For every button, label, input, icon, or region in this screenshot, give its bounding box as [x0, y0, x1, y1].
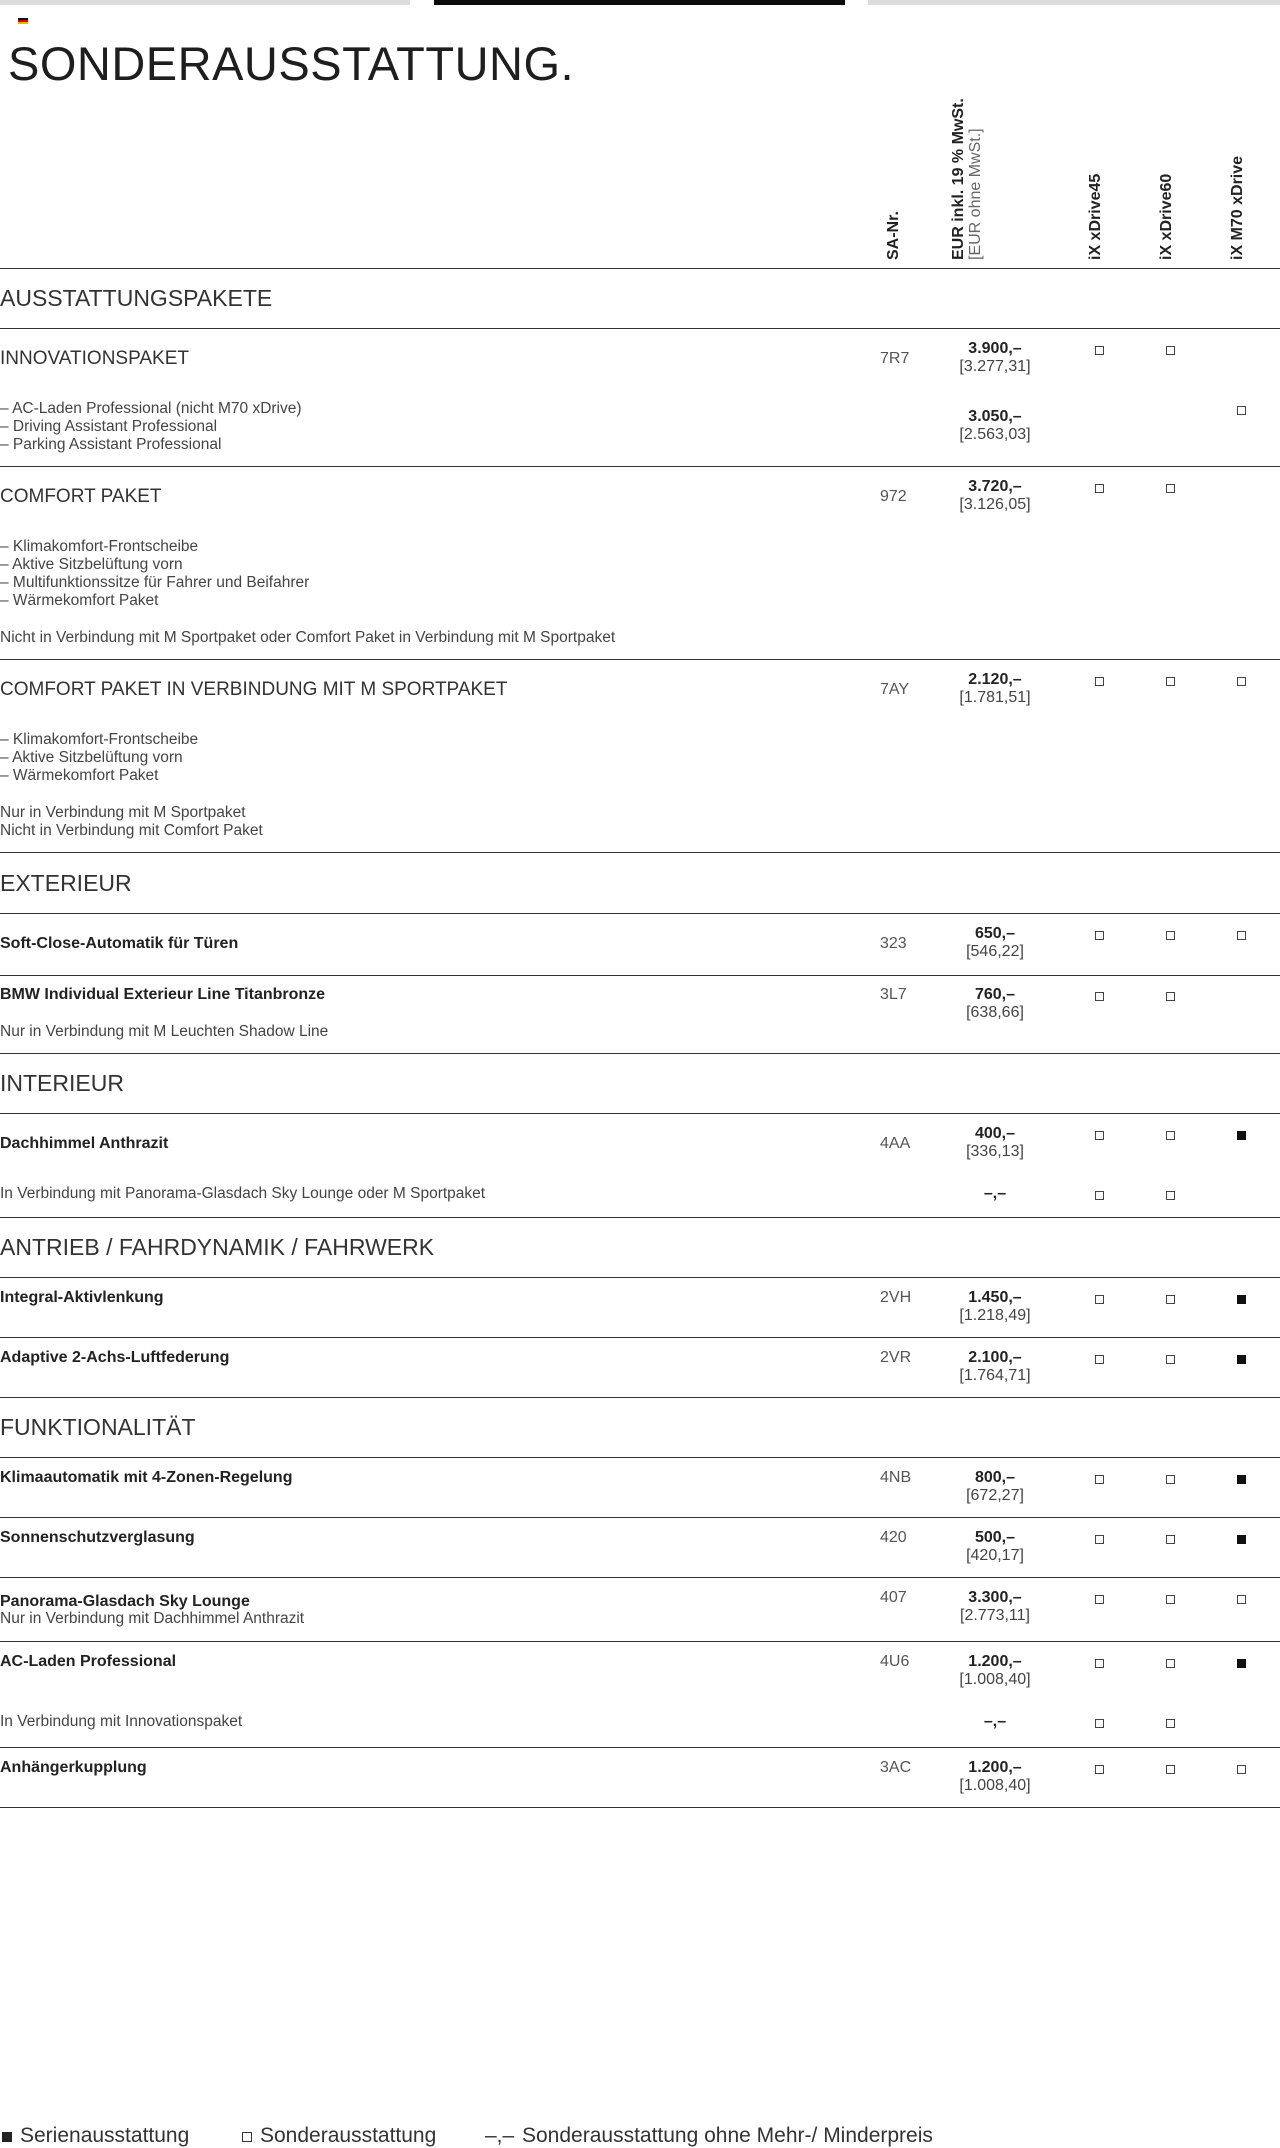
flag-icon: [18, 18, 28, 25]
option-code: 2VH: [880, 1289, 912, 1306]
divider: [0, 268, 1280, 269]
tab-page-3[interactable]: [868, 0, 1280, 5]
divider: [0, 1577, 1280, 1578]
option-code: 407: [880, 1589, 907, 1606]
option-code: 972: [880, 488, 907, 505]
option-code: 7AY: [880, 681, 910, 698]
option-price: 3.050,– [2.563,03]: [959, 408, 1031, 443]
divider: [0, 1113, 1280, 1114]
optional-equipment-icon: [1166, 346, 1175, 355]
option-code: 4U6: [880, 1653, 910, 1670]
package-item: – Parking Assistant Professional: [0, 436, 222, 453]
optional-equipment-icon: [1166, 1355, 1175, 1364]
package-item: – AC-Laden Professional (nicht M70 xDrive): [0, 400, 302, 417]
optional-equipment-icon: [1095, 346, 1104, 355]
option-price: 2.100,– [1.764,71]: [959, 1349, 1031, 1384]
standard-equipment-icon: [1237, 1295, 1246, 1304]
option-note: In Verbindung mit Innovationspaket: [0, 1713, 243, 1730]
standard-equipment-icon: [2, 2132, 12, 2142]
option-name: Anhängerkupplung: [0, 1759, 147, 1776]
option-code: 323: [880, 935, 907, 952]
optional-equipment-icon: [1095, 931, 1104, 940]
package-item: – Aktive Sitzbelüftung vorn: [0, 556, 183, 573]
option-price: 400,– [336,13]: [966, 1125, 1024, 1160]
divider: [0, 466, 1280, 467]
legend-noprice-symbol: –,–: [485, 2124, 515, 2147]
legend-optional: Sonderausstattung: [260, 2124, 437, 2147]
optional-equipment-icon: [1166, 931, 1175, 940]
option-code: 7R7: [880, 350, 910, 367]
standard-equipment-icon: [1237, 1659, 1246, 1668]
optional-equipment-icon: [1166, 1595, 1175, 1604]
optional-equipment-icon: [1095, 992, 1104, 1001]
column-header-model-3: iX M70 xDrive: [1229, 155, 1246, 260]
column-headers: [0, 98, 1280, 260]
optional-equipment-icon: [1095, 1295, 1104, 1304]
optional-equipment-icon: [1095, 1719, 1104, 1728]
legend-standard: Serienausstattung: [20, 2124, 190, 2147]
option-note: In Verbindung mit Panorama-Glasdach Sky Lounge oder M Sportpaket: [0, 1185, 486, 1202]
option-name: Soft-Close-Automatik für Türen: [0, 935, 239, 952]
legend-noprice: Sonderausstattung ohne Mehr-/ Minderpreis: [522, 2124, 933, 2147]
divider: [0, 1397, 1280, 1398]
package-item: – Multifunktionssitze für Fahrer und Beifahrer: [0, 574, 310, 591]
package-item: – Aktive Sitzbelüftung vorn: [0, 749, 183, 766]
option-name: Integral-Aktivlenkung: [0, 1289, 164, 1306]
option-price: 1.200,– [1.008,40]: [959, 1653, 1031, 1688]
optional-equipment-icon: [1166, 677, 1175, 686]
option-code: 4NB: [880, 1469, 912, 1486]
option-name: Adaptive 2-Achs-Luftfederung: [0, 1349, 230, 1366]
optional-equipment-icon: [1166, 1295, 1175, 1304]
optional-equipment-icon: [1095, 1475, 1104, 1484]
optional-equipment-icon: [1166, 484, 1175, 493]
divider: [0, 1517, 1280, 1518]
optional-equipment-icon: [1237, 677, 1246, 686]
standard-equipment-icon: [1237, 1535, 1246, 1544]
optional-equipment-icon: [1237, 406, 1246, 415]
option-code: 420: [880, 1529, 907, 1546]
option-price: 3.900,– [3.277,31]: [959, 340, 1031, 375]
option-name: COMFORT PAKET IN VERBINDUNG MIT M SPORTPAKET: [0, 679, 508, 700]
divider: [0, 1457, 1280, 1458]
option-price: 650,– [546,22]: [966, 925, 1024, 960]
package-item: – Wärmekomfort Paket: [0, 767, 159, 784]
divider: [0, 1217, 1280, 1218]
section-title: AUSSTATTUNGSPAKETE: [0, 285, 273, 311]
option-name: Klimaautomatik mit 4-Zonen-Regelung: [0, 1469, 293, 1486]
optional-equipment-icon: [1166, 1719, 1175, 1728]
page-tabs: [0, 0, 1280, 6]
option-price: 3.300,– [2.773,11]: [960, 1589, 1030, 1624]
optional-equipment-icon: [1166, 1535, 1175, 1544]
tab-page-1[interactable]: [0, 0, 410, 5]
column-header-code: SA-Nr.: [885, 211, 902, 260]
option-name: Panorama-Glasdach Sky Lounge: [0, 1593, 250, 1610]
divider: [0, 1337, 1280, 1338]
optional-equipment-icon: [1166, 1191, 1175, 1200]
section-title: ANTRIEB / FAHRDYNAMIK / FAHRWERK: [0, 1234, 435, 1260]
option-price: 760,– [638,66]: [966, 986, 1024, 1021]
page-title: SONDERAUSSTATTUNG.: [8, 37, 575, 90]
tab-page-2-active[interactable]: [434, 0, 845, 5]
standard-equipment-icon: [1237, 1475, 1246, 1484]
section-title: INTERIEUR: [0, 1070, 124, 1096]
divider: [0, 1641, 1280, 1642]
optional-equipment-icon: [1166, 1659, 1175, 1668]
package-item: – Wärmekomfort Paket: [0, 592, 159, 609]
divider: [0, 975, 1280, 976]
option-price: 1.450,– [1.218,49]: [959, 1289, 1031, 1324]
standard-equipment-icon: [1237, 1131, 1246, 1140]
optional-equipment-icon: [1095, 1355, 1104, 1364]
column-header-model-2: iX xDrive60: [1158, 173, 1175, 260]
package-item: – Klimakomfort-Frontscheibe: [0, 538, 199, 555]
option-price: 2.120,– [1.781,51]: [959, 671, 1031, 706]
option-name: COMFORT PAKET: [0, 486, 162, 507]
optional-equipment-icon: [1237, 1595, 1246, 1604]
divider: [0, 1807, 1280, 1808]
option-code: 2VR: [880, 1349, 912, 1366]
divider: [0, 852, 1280, 853]
optional-equipment-icon: [1166, 1765, 1175, 1774]
option-code: 4AA: [880, 1135, 911, 1152]
optional-equipment-icon: [1237, 1765, 1246, 1774]
optional-equipment-icon: [1095, 484, 1104, 493]
option-note: Nur in Verbindung mit M Sportpaket: [0, 804, 246, 821]
option-note: Nur in Verbindung mit Dachhimmel Anthrazit: [0, 1610, 305, 1627]
option-name: INNOVATIONSPAKET: [0, 348, 189, 369]
optional-equipment-icon: [1095, 1535, 1104, 1544]
option-name: Dachhimmel Anthrazit: [0, 1135, 169, 1152]
option-note: Nur in Verbindung mit M Leuchten Shadow Line: [0, 1023, 329, 1040]
option-price: 1.200,– [1.008,40]: [959, 1759, 1031, 1794]
standard-equipment-icon: [1237, 1355, 1246, 1364]
option-price: 3.720,– [3.126,05]: [959, 478, 1031, 513]
divider: [0, 1053, 1280, 1054]
option-note: Nicht in Verbindung mit M Sportpaket oder Comfort Paket in Verbindung mit M Sportpaket: [0, 629, 616, 646]
package-item: – Klimakomfort-Frontscheibe: [0, 731, 199, 748]
optional-equipment-icon: [242, 2132, 252, 2142]
divider: [0, 1277, 1280, 1278]
section-title: EXTERIEUR: [0, 870, 132, 896]
option-name: Sonnenschutzverglasung: [0, 1529, 195, 1546]
package-item: – Driving Assistant Professional: [0, 418, 218, 435]
option-name: AC-Laden Professional: [0, 1653, 177, 1670]
optional-equipment-icon: [1095, 1131, 1104, 1140]
optional-equipment-icon: [1095, 677, 1104, 686]
optional-equipment-icon: [1095, 1191, 1104, 1200]
optional-equipment-icon: [1095, 1659, 1104, 1668]
option-name: BMW Individual Exterieur Line Titanbronze: [0, 986, 326, 1003]
option-code: 3L7: [880, 986, 907, 1003]
divider: [0, 913, 1280, 914]
option-price: –,–: [983, 1185, 1007, 1202]
divider: [0, 328, 1280, 329]
column-header-model-1: iX xDrive45: [1087, 173, 1104, 260]
section-title: FUNKTIONALITÄT: [0, 1414, 196, 1440]
column-header-price: EUR inkl. 19 % MwSt. [EUR ohne MwSt.]: [950, 98, 984, 260]
option-price: 500,– [420,17]: [966, 1529, 1024, 1564]
optional-equipment-icon: [1166, 992, 1175, 1001]
optional-equipment-icon: [1237, 931, 1246, 940]
option-code: 3AC: [880, 1759, 912, 1776]
divider: [0, 659, 1280, 660]
divider: [0, 1747, 1280, 1748]
optional-equipment-icon: [1166, 1475, 1175, 1484]
option-price: 800,– [672,27]: [966, 1469, 1024, 1504]
optional-equipment-icon: [1095, 1765, 1104, 1774]
option-price: –,–: [983, 1713, 1007, 1730]
optional-equipment-icon: [1095, 1595, 1104, 1604]
optional-equipment-icon: [1166, 1131, 1175, 1140]
option-note: Nicht in Verbindung mit Comfort Paket: [0, 822, 263, 839]
